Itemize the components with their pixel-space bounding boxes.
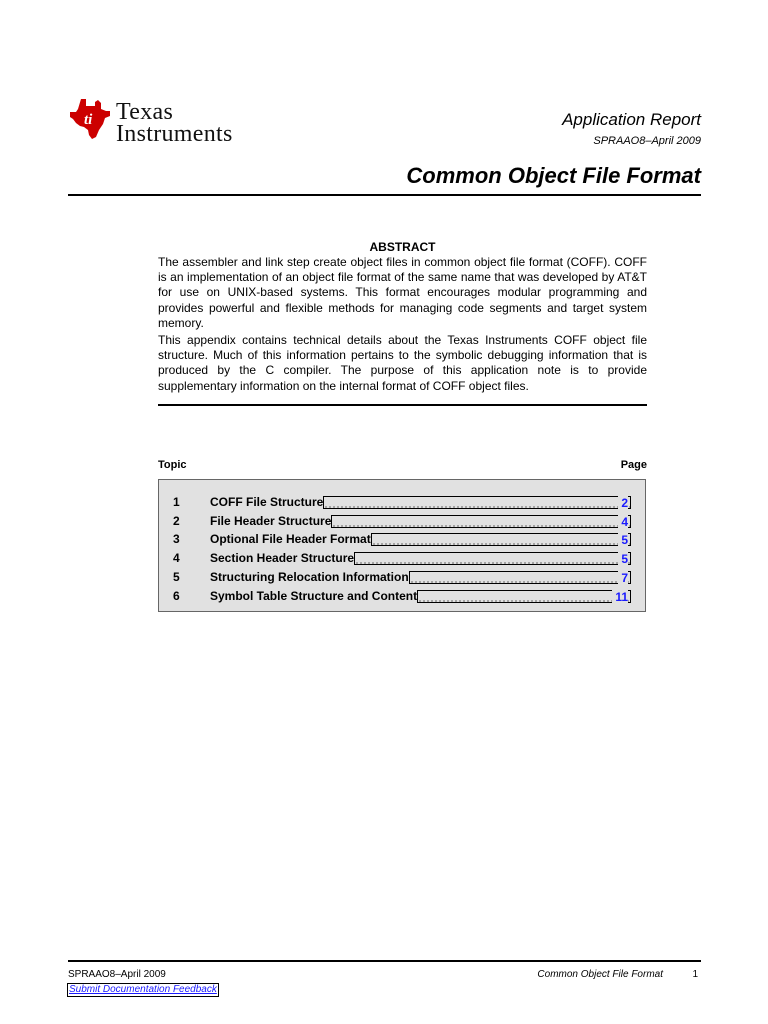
footer-divider [68, 960, 701, 962]
toc-number: 5 [173, 570, 180, 584]
toc-page-number: 5 [618, 551, 628, 568]
toc-title: Optional File Header Format [210, 532, 371, 546]
footer-document-id: SPRAAO8–April 2009 [68, 969, 166, 980]
toc-title: COFF File Structure [210, 495, 324, 509]
ti-bug-icon [68, 97, 112, 141]
toc-link-coff-file-structure[interactable] [210, 494, 631, 511]
toc-topic-label: Topic [158, 459, 187, 471]
toc-link-symbol-table-structure[interactable] [210, 588, 631, 605]
report-type: Application Report [562, 110, 701, 129]
toc-number: 2 [173, 514, 180, 528]
toc-number: 4 [173, 551, 180, 565]
footer-page-number: 1 [692, 969, 698, 980]
toc-row [159, 513, 645, 530]
abstract-heading: ABSTRACT [369, 240, 436, 254]
toc-number: 1 [173, 495, 180, 509]
toc-title: Section Header Structure [210, 551, 355, 565]
table-of-contents [158, 479, 646, 612]
toc-link-section-header-structure[interactable] [210, 550, 631, 567]
ti-logo [68, 97, 268, 147]
document-title: Common Object File Format [406, 163, 701, 188]
toc-leader [417, 590, 631, 603]
toc-number: 3 [173, 532, 180, 546]
abstract-paragraph-1: The assembler and link step create object files in common object file format (COFF). COFF is an implementation of an object file format of the same name that was developed by AT&T for use on UNIX-based systems. This format encourages modular programming and provides powerful and flexible methods for managing code segments and target system memory. [158, 255, 647, 330]
toc-row [159, 531, 645, 548]
toc-page-number: 11 [612, 589, 628, 606]
abstract-divider [158, 404, 647, 406]
toc-leader [371, 533, 631, 546]
toc-link-file-header-structure[interactable] [210, 513, 631, 530]
report-id: SPRAAO8–April 2009 [593, 135, 701, 147]
title-divider [68, 194, 701, 196]
toc-title: Symbol Table Structure and Content [210, 589, 418, 603]
svg-text:ti: ti [84, 112, 93, 128]
toc-page-number: 7 [618, 570, 628, 587]
toc-row [159, 569, 645, 586]
toc-row [159, 494, 645, 511]
toc-leader [331, 515, 631, 528]
submit-feedback-link[interactable]: Submit Documentation Feedback [69, 984, 217, 995]
toc-page-number: 5 [618, 532, 628, 549]
abstract-paragraph-2: This appendix contains technical details about the Texas Instruments COFF object file structure. Much of this information pertains to the symbolic debugging information that is produced by the C compiler. The purpose of this application note is to provide supplementary information on the internal format of COFF object files. [158, 333, 647, 393]
toc-leader [354, 552, 631, 565]
toc-page-number: 4 [618, 514, 628, 531]
toc-page-number: 2 [618, 495, 628, 512]
footer-document-title: Common Object File Format [537, 969, 663, 980]
toc-link-structuring-relocation-information[interactable] [210, 569, 631, 586]
toc-title: File Header Structure [210, 514, 332, 528]
toc-leader [323, 496, 631, 509]
toc-row [159, 550, 645, 567]
toc-link-optional-file-header-format[interactable] [210, 531, 631, 548]
toc-number: 6 [173, 589, 180, 603]
logo-text-texas: Texas [116, 99, 174, 125]
logo-text-instruments: Instruments [116, 121, 233, 147]
toc-page-label: Page [620, 459, 647, 471]
toc-row [159, 588, 645, 605]
toc-leader [409, 571, 631, 584]
toc-title: Structuring Relocation Information [210, 570, 409, 584]
